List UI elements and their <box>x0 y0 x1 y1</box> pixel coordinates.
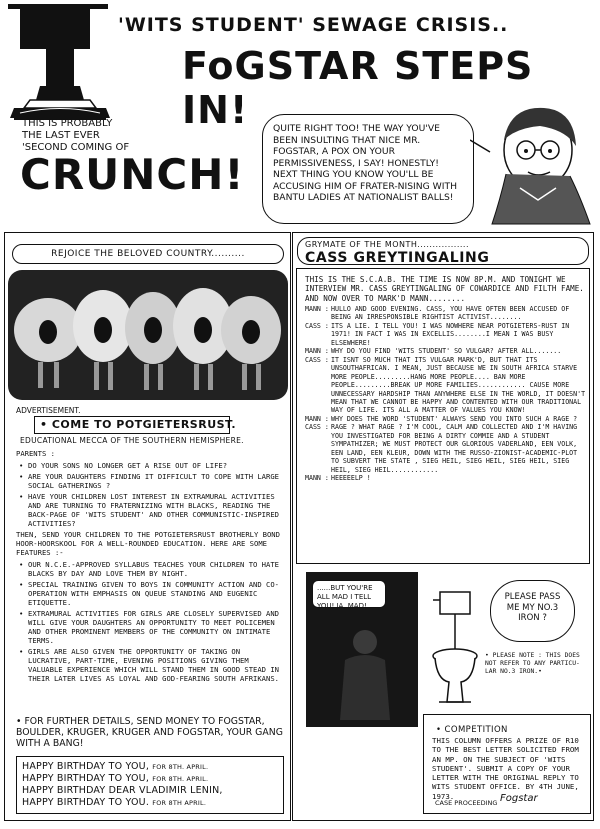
interview-dialog <box>305 305 587 483</box>
come-to-headline: • COME TO POTGIETERSRUST. <box>40 418 237 431</box>
dialog-line: MANN : HEEEEELP ! <box>305 474 371 483</box>
speech-bubble-iron: PLEASE PASS ME MY NO.3 IRON ? <box>490 580 575 642</box>
list-item: • SPECIAL TRAINING GIVEN TO BOYS IN COMMUNITY ACTION AND CO-OPERATION WITH EMPHASIS ON QUEUE STANDING AND EUGENIC ETIQUETTE. <box>28 580 284 607</box>
competition-title: • COMPETITION <box>436 725 508 735</box>
school-features <box>28 560 284 683</box>
birthday-song <box>22 761 282 809</box>
speech-bubble-woman: QUITE RIGHT TOO! THE WAY YOU'VE BEEN INSULTING THAT NICE MR. FOGSTAR, A POX ON YOUR PERMISSIVENESS, I SAY! HONESTLY! NEXT THING YOU KNOW YOU'LL BE ACCUSING HIM OF FRATER-NISING WITH BANTU LADIES AT NATIONALIST BALLS! <box>262 114 474 224</box>
competition-body: THIS COLUMN OFFERS A PRIZE OF R10 TO THE BEST LETTER SOLICITED FROM AN MP. ON THE SUBJECT OF 'WITS STUDENT'. SUBMIT A COPY OF YOUR LETTER WITH THE ORIGINAL REPLY TO WITS STUDENT OFFICE. BY 4TH JUNE, 1973. <box>432 736 579 801</box>
speech-bubble-mad: ......BUT YOU'RE ALL MAD I TELL YOU! JA, MAD! <box>312 580 386 608</box>
dialog-line: MANN : WHY DO YOU FIND 'WITS STUDENT' SO VULGAR? AFTER ALL....... <box>305 347 562 356</box>
dialog-line: CASS : IT ISNT SO MUCH THAT ITS VULGAR MARK'D, BUT THAT ITS UNSOUTHAFRICAN. I MEAN, JUST BECAUSE WE IN SOUTH AFRICA STARVE MORE PEOPLE.........HANG MORE PEOPLE.... BAN MORE PEOPLE.........BREAK UP MORE FAMILIES............ CAUSE MORE UNNECESSARY HARDSHIP THAN ANYWHERE ELSE IN THE WORLD, IT DOESN'T MEAN THAT WE CANNOT BE HAPPY AND CONTENTED WITH OUR TRADITIONAL WAY OF LIFE. ITS ALL A MATTER OF VALUES YOU KNOW! <box>305 355 586 415</box>
birthday-line: HAPPY BIRTHDAY DEAR VLADIMIR LENIN, <box>22 785 223 796</box>
dialog-line: MANN : WHY DOES THE WORD 'STUDENT' ALWAYS SEND YOU INTO SUCH A RAGE ? <box>305 414 578 423</box>
headline-line-1: 'WITS STUDENT' SEWAGE CRISIS.. <box>118 14 509 36</box>
birthday-line: HAPPY BIRTHDAY TO YOU. FOR 8TH APRIL. <box>22 797 207 808</box>
then-send-paragraph: THEN, SEND YOUR CHILDREN TO THE POTGIETERSRUST BROTHERLY BOND HOOR-HOORSKOOL FOR A WELL-ROUNDED EDUCATION. HERE ARE SOME FEATURES :- <box>16 530 280 557</box>
advertisement-body <box>16 449 284 685</box>
dialog-line: CASS : ITS A LIE. I TELL YOU! I WAS NOWHERE NEAR POTGIETERS-RUST IN 1971! IN FACT I WAS IN EXCELLIS........I MEAN I WAS BUSY ELSEWHERE! <box>305 321 570 347</box>
grymate-name: CASS GREYTINGALING <box>305 250 490 266</box>
list-item: • GIRLS ARE ALSO GIVEN THE OPPORTUNITY OF TAKING ON LUCRATIVE, PART-TIME, EVENING POSITIONS GIVING THEM VALUABLE EXPERIENCE WHICH WILL STAND THEM IN GOOD STEAD IN THEIR LATER LIVES AS LOYAL AND GOD-FEARING SOUTH AFRIKANS. <box>28 647 284 683</box>
please-note: • PLEASE NOTE : THIS DOES NOT REFER TO ANY PARTICU-LAR NO.3 IRON.• <box>485 652 580 675</box>
list-item: • DO YOUR SONS NO LONGER GET A RISE OUT OF LIFE? <box>28 461 284 470</box>
parent-questions <box>28 461 284 528</box>
jackboot-illustration <box>0 0 118 125</box>
advertisement-label: ADVERTISEMENT. <box>16 406 81 415</box>
old-woman-portrait <box>470 100 598 225</box>
list-item: • EXTRAMURAL ACTIVITIES FOR GIRLS ARE CLOSELY SUPERVISED AND WILL GIVE YOUR DAUGHTERS AN OPPORTUNITY TO MEET POLICEMEN AND OTHER PROMINENT MEMBERS OF THE COMMUNITY ON INTIMATE TERMS. <box>28 609 284 645</box>
case-proceeding: CASE PROCEEDING <box>435 799 498 807</box>
list-item: • OUR N.C.E.-APPROVED SYLLABUS TEACHES YOUR CHILDREN TO HATE BLACKS BY DAY AND LOVE THEM BY NIGHT. <box>28 560 284 578</box>
artist-signature: Fogstar <box>500 793 538 804</box>
interview-intro: THIS IS THE S.C.A.B. THE TIME IS NOW 8P.M. AND TONIGHT WE INTERVIEW MR. CASS GREYTINGALING OF COWARDICE AND FILTH FAME. AND NOW OVER TO MARK'D MANN........ <box>305 275 584 303</box>
birthday-line: HAPPY BIRTHDAY TO YOU, FOR 8TH. APRIL. <box>22 773 209 784</box>
for-further-details: • FOR FURTHER DETAILS, SEND MONEY TO FOGSTAR, BOULDER, KRUGER, KRUGER AND FOGSTAR, YOUR GANG WITH A BANG! <box>16 716 283 749</box>
headline-line-2: FoGSTAR STEPS IN! <box>182 44 534 132</box>
list-item: • ARE YOUR DAUGHTERS FINDING IT DIFFICULT TO COPE WITH LARGE SOCIAL GATHERINGS ? <box>28 472 284 490</box>
figure-silhouette <box>320 620 410 720</box>
grymate-label: GRYMATE OF THE MONTH................. <box>305 240 469 249</box>
dialog-line: CASS : RAGE ? WHAT RAGE ? I'M COOL, CALM AND COLLECTED AND I'M HAVING YOU INVESTIGATED FOR BEING A DIRTY COMMIE AND A STUDENT SYMPATHIZER; WE MUST PROTECT OUR GLORIOUS VADERLAND, EEN VOLK, EEN LAND, EEN KLEUR, DOWN WITH THE RUSSO-ZIONIST-ACADEMIC-PLOT TO SUBVERT THE STATE , SIEG HEIL, SIEG HEIL, SIEG HEIL, SIEG HEIL, SIEG HEIL............ <box>305 423 578 474</box>
toilet-drawing <box>425 590 485 710</box>
list-item: • HAVE YOUR CHILDREN LOST INTEREST IN EXTRAMURAL ACTIVITIES AND ARE TURNING TO FRATERNIZING WITH BLACKS, READING THE BACK-PAGE OF 'WITS STUDENT' AND OTHER COMMUNISTIC-INSPIRED ACTIVITIES? <box>28 492 284 528</box>
sheep-photo <box>8 270 288 400</box>
dialog-line: MANN : HULLO AND GOOD EVENING. CASS, YOU HAVE OFTEN BEEN ACCUSED OF BEING AN IRRESPONSIBLE RIGHTIST ACTIVIST........ <box>305 305 570 322</box>
crunch-title: CRUNCH! <box>20 150 245 199</box>
educational-mecca-tagline: EDUCATIONAL MECCA OF THE SOUTHERN HEMISPHERE. <box>20 436 244 445</box>
crunch-intro: THIS IS PROBABLY THE LAST EVER 'SECOND COMING OF <box>22 118 130 153</box>
rejoice-caption: REJOICE THE BELOVED COUNTRY.......... <box>12 244 284 264</box>
parents-label: PARENTS : <box>16 449 55 458</box>
birthday-line: HAPPY BIRTHDAY TO YOU, FOR 8TH. APRIL. <box>22 761 209 772</box>
